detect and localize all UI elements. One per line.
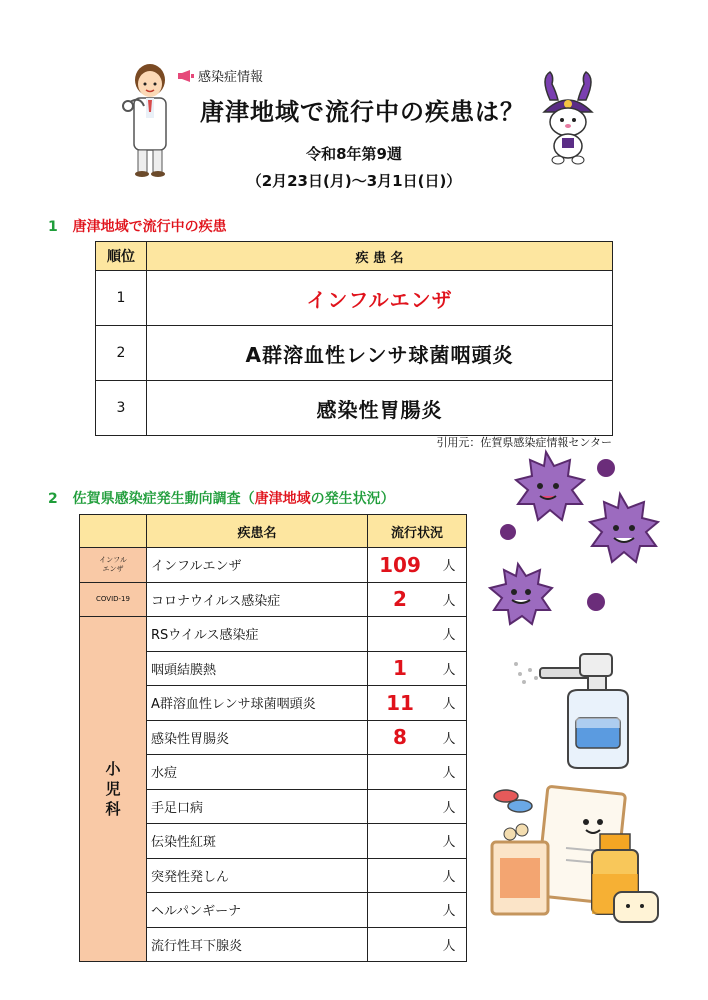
unit-cell: 人 — [432, 824, 467, 859]
unit-cell: 人 — [432, 686, 467, 721]
count-cell: 8 — [368, 720, 433, 755]
table-row — [96, 381, 613, 436]
disease-cell: 伝染性紅斑 — [147, 824, 368, 859]
unit-cell: 人 — [432, 617, 467, 652]
unit-cell: 人 — [432, 858, 467, 893]
category-pediatric: 小 児 科 — [80, 617, 147, 962]
table-row — [80, 617, 467, 652]
table-row — [96, 271, 613, 326]
disease-cell: ヘルパンギーナ — [147, 893, 368, 928]
surveillance-header-row — [80, 515, 467, 548]
unit-cell: 人 — [432, 927, 467, 962]
count-cell — [368, 824, 433, 859]
disease-cell: インフルエンザ — [147, 548, 368, 583]
source-note: 引用元：佐賀県感染症情報センター — [436, 436, 612, 449]
count-cell: 1 — [368, 651, 433, 686]
count-cell — [368, 858, 433, 893]
disease-cell: 感染性胃腸炎 — [147, 381, 613, 436]
surveillance-table — [79, 514, 467, 962]
ranking-table — [95, 241, 613, 436]
table-row — [96, 326, 613, 381]
unit-cell: 人 — [432, 789, 467, 824]
section-1-heading — [48, 216, 227, 236]
date-range: （2月23日(月)〜3月1日(日)） — [246, 172, 462, 190]
count-cell: 109 — [368, 548, 433, 583]
disease-cell: A群溶血性レンサ球菌咽頭炎 — [147, 326, 613, 381]
unit-cell: 人 — [432, 720, 467, 755]
category-influenza: インフル エンザ — [80, 548, 147, 583]
count-cell — [368, 893, 433, 928]
page-title: 唐津地域で流行中の疾患は？ — [200, 98, 525, 126]
rank-column-header: 順位 — [96, 242, 147, 271]
medicine-illustration — [482, 782, 678, 932]
count-cell — [368, 755, 433, 790]
count-cell: 2 — [368, 582, 433, 617]
unit-cell: 人 — [432, 548, 467, 583]
table-row — [80, 582, 467, 617]
disease-cell: RSウイルス感染症 — [147, 617, 368, 652]
disease-cell: 水痘 — [147, 755, 368, 790]
disease-cell: インフルエンザ — [147, 271, 613, 326]
category-column-header — [80, 515, 147, 548]
section-1-title: 唐津地域で流行中の疾患 — [72, 219, 227, 235]
ranking-header-row — [96, 242, 613, 271]
megaphone-icon — [178, 70, 194, 82]
section-2-number: 2 — [48, 491, 58, 507]
disease-column-header: 疾 患 名 — [147, 242, 613, 271]
samurai-cat-mascot — [536, 70, 600, 166]
section-2-title-b: 唐津地域 — [254, 491, 311, 507]
disease-cell: 咽頭結膜熱 — [147, 651, 368, 686]
disease-cell: コロナウイルス感染症 — [147, 582, 368, 617]
section-2-heading — [48, 488, 395, 508]
rank-cell: 3 — [96, 381, 147, 436]
disease-cell: 手足口病 — [147, 789, 368, 824]
section-1-number: 1 — [48, 219, 58, 235]
rank-cell: 1 — [96, 271, 147, 326]
hand-sanitizer-illustration — [510, 648, 640, 770]
unit-cell: 人 — [432, 755, 467, 790]
week-label: 令和8年第9週 — [306, 145, 402, 163]
disease-cell: 感染性胃腸炎 — [147, 720, 368, 755]
count-cell — [368, 789, 433, 824]
unit-cell: 人 — [432, 582, 467, 617]
count-cell: 11 — [368, 686, 433, 721]
virus-illustration — [478, 446, 668, 636]
unit-cell: 人 — [432, 893, 467, 928]
disease-column-header: 疾患名 — [147, 515, 368, 548]
table-row — [80, 548, 467, 583]
doctor-illustration — [118, 62, 180, 180]
category-covid: COVID-19 — [80, 582, 147, 617]
count-cell — [368, 927, 433, 962]
status-column-header: 流行状況 — [368, 515, 467, 548]
disease-cell: 突発性発しん — [147, 858, 368, 893]
section-2-title-a: 佐賀県感染症発生動向調査（ — [72, 491, 255, 507]
disease-cell: A群溶血性レンサ球菌咽頭炎 — [147, 686, 368, 721]
disease-cell: 流行性耳下腺炎 — [147, 927, 368, 962]
info-tag-label: 感染症情報 — [198, 70, 264, 85]
unit-cell: 人 — [432, 651, 467, 686]
section-2-title-c: の発生状況） — [310, 491, 395, 507]
count-cell — [368, 617, 433, 652]
rank-cell: 2 — [96, 326, 147, 381]
info-tag — [178, 66, 263, 85]
